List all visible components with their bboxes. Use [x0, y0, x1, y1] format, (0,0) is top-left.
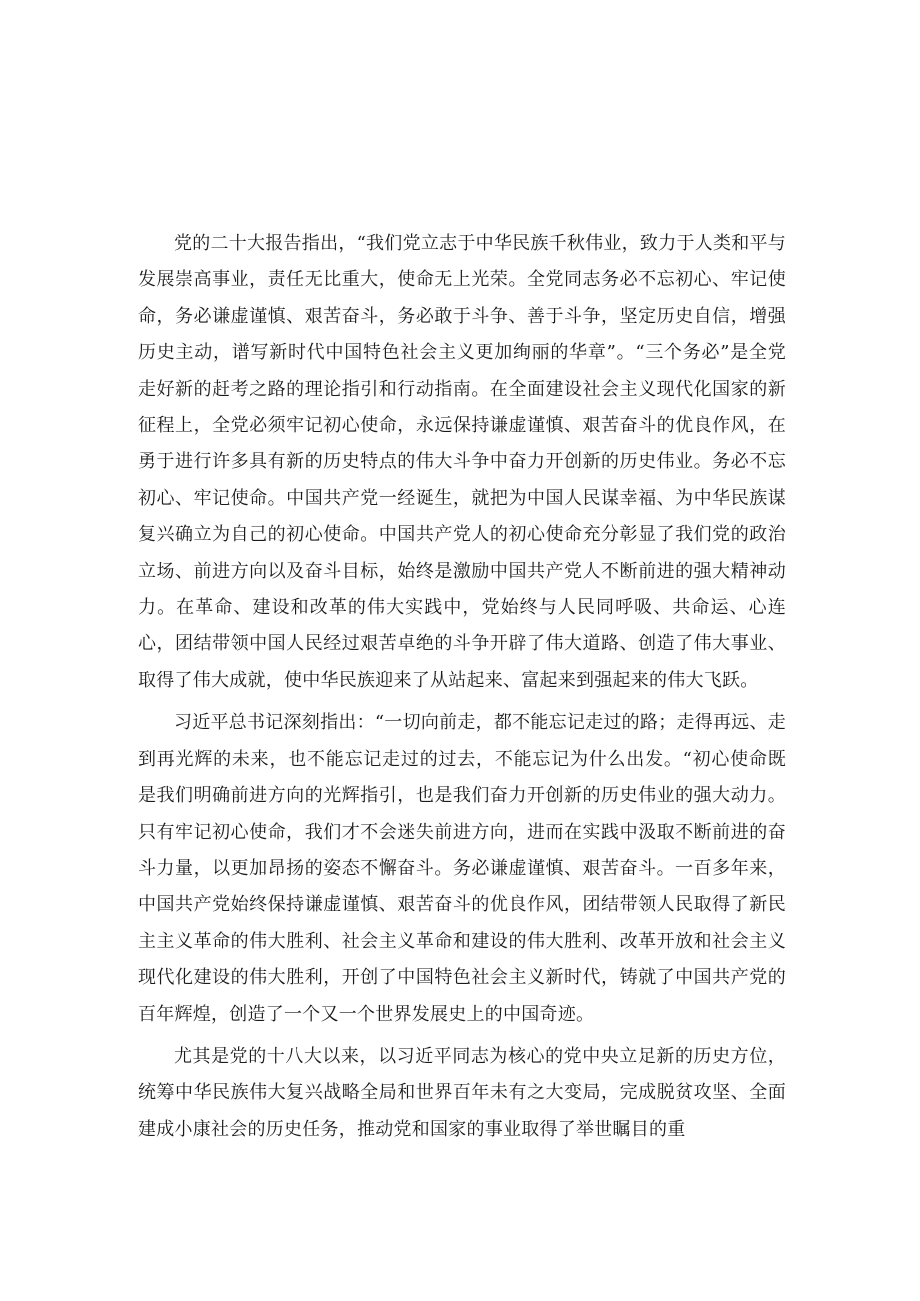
paragraph-2: 习近平总书记深刻指出：“一切向前走，都不能忘记走过的路；走得再远、走到再光辉的未来，也不能忘记走过的过去，不能忘记为什么出发。“初心使命既是我们明确前进方向的光辉指引，也是我们奋力开创新的历史伟业的强大动力。只有牢记初心使命，我们才不会迷失前进方向，进而在实践中汲取不断前进的奋斗力量，以更加昂扬的姿态不懈奋斗。务必谦虚谨慎、艰苦奋斗。一百多年来，中国共产党始终保持谦虚谨慎、艰苦奋斗的优良作风，团结带领人民取得了新民主主义革命的伟大胜利、社会主义革命和建设的伟大胜利、改革开放和社会主义现代化建设的伟大胜利，开创了中国特色社会主义新时代，铸就了中国共产党的百年辉煌，创造了一个又一个世界发展史上的中国奇迹。 — [138, 712, 786, 1025]
paragraph-3: 尤其是党的十八大以来，以习近平同志为核心的党中央立足新的历史方位，统筹中华民族伟大复兴战略全局和世界百年未有之大变局，完成脱贫攻坚、全面建成小康社会的历史任务，推动党和国家的事业取得了举世瞩目的重 — [138, 1045, 786, 1140]
paragraph-1: 党的二十大报告指出，“我们党立志于中华民族千秋伟业，致力于人类和平与发展崇高事业，责任无比重大，使命无上光荣。全党同志务必不忘初心、牢记使命，务必谦虚谨慎、艰苦奋斗，务必敢于斗争、善于斗争，坚定历史自信，增强历史主动，谱写新时代中国特色社会主义更加绚丽的华章”。“三个务必”是全党走好新的赶考之路的理论指引和行动指南。在全面建设社会主义现代化国家的新征程上，全党必须牢记初心使命，永远保持谦虚谨慎、艰苦奋斗的优良作风，在勇于进行许多具有新的历史特点的伟大斗争中奋力开创新的历史伟业。务必不忘初心、牢记使命。中国共产党一经诞生，就把为中国人民谋幸福、为中华民族谋复兴确立为自己的初心使命。中国共产党人的初心使命充分彰显了我们党的政治立场、前进方向以及奋斗目标，始终是激励中国共产党人不断前进的强大精神动力。在革命、建设和改革的伟大实践中，党始终与人民同呼吸、共命运、心连心，团结带领中国人民经过艰苦卓绝的斗争开辟了伟大道路、创造了伟大事业、取得了伟大成就，使中华民族迎来了从站起来、富起来到强起来的伟大飞跃。 — [138, 233, 786, 691]
document-body — [138, 226, 786, 1154]
